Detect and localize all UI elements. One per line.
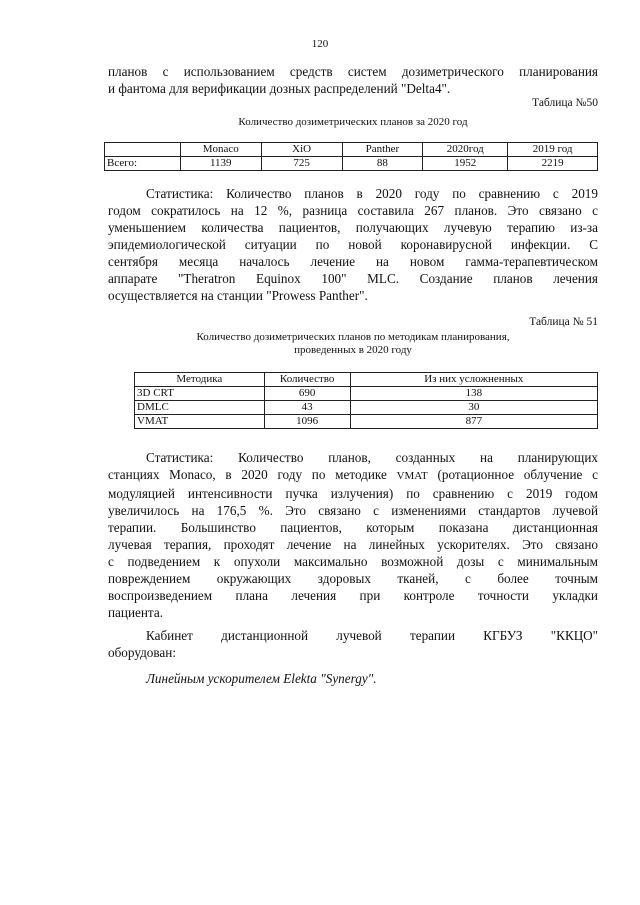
text-line: Статистика: Количество планов в 2020 году по сравнению с 2019 [146,186,598,201]
table50-caption: Таблица №50 [532,97,598,109]
table-header-cell: Panther [342,143,423,157]
table-cell: 43 [264,401,350,415]
vmat-abbr: VMAT [396,470,428,482]
text-line: модуляцией интенсивности пучка излучения) по сравнению с 2019 годом [108,486,598,501]
text-line: Статистика: Количество планов, созданных на планирующих [146,450,598,465]
table50 [104,142,598,171]
table-header-cell: 2020год [423,143,508,157]
table-header-cell: Методика [135,373,265,387]
statistics-paragraph-1 [108,185,598,304]
text-line: пациента. [108,605,164,620]
table-row [135,401,598,415]
table-header-row [135,373,598,387]
text-line: сентября месяца началось лечение на новом гамма-терапевтическом [108,254,598,269]
text-span: (ротационное облучение с [427,467,598,482]
table-header-cell: Количество [264,373,350,387]
table-cell: 30 [350,401,597,415]
table50-title: Количество дозиметрических планов за 2020 год [238,116,468,128]
table-cell: 725 [261,157,342,171]
table-header-cell: XiO [261,143,342,157]
table-header-row [105,143,598,157]
table-cell: 2219 [508,157,598,171]
intro-line: планов с использованием средств систем дозиметрического планирования [108,64,598,79]
table-header-cell [105,143,181,157]
intro-paragraph [108,63,598,97]
page-number: 120 [311,38,329,50]
text-line: увеличилось на 176,5 %. Это связано с изменениями стандартов лучевой [108,503,598,518]
text-line: Кабинет дистанционной лучевой терапии КГБУЗ "ККЦО" [146,628,598,643]
table51-title-line: Количество дозиметрических планов по методикам планирования, [196,331,510,343]
cabinet-paragraph [108,627,598,661]
text-line: терапии. Большинство пациентов, которым показана дистанционная [108,520,598,535]
table-cell: 1139 [180,157,261,171]
table-header-cell: Из них усложненных [350,373,597,387]
table-cell: 3D CRT [135,387,265,401]
text-line [108,466,598,485]
text-line: оборудован: [108,645,177,660]
table-cell: 690 [264,387,350,401]
statistics-paragraph-2 [108,449,598,621]
table51-title-line: проведенных в 2020 году [294,344,412,356]
text-span: станциях Monaco, в 2020 году по методике [108,467,397,482]
text-line: лучевая терапия, проходят лечение на линейных ускорителях. Это связано [108,537,598,552]
table-row [135,387,598,401]
text-line: осуществляется на станции "Prowess Panther". [108,288,368,303]
intro-line: и фантома для верификации дозных распределений "Delta4". [108,81,451,96]
table-cell: Всего: [105,157,181,171]
table51 [134,372,598,429]
equipment-line: Линейным ускорителем Elekta "Synergy". [146,671,377,686]
table-cell: 1952 [423,157,508,171]
text-line: уменьшением количества пациентов, получающих лучевую терапию из-за [108,220,598,235]
text-line: повреждением окружающих здоровых тканей, с более точным [108,571,598,586]
table-row [105,157,598,171]
text-line: годом сократилось на 12 %, разница составила 267 планов. Это связано с [108,203,598,218]
table-cell: VMAT [135,415,265,429]
table-cell: 877 [350,415,597,429]
table-cell: DMLC [135,401,265,415]
text-line: аппарате "Theratron Equinox 100" MLC. Создание планов лечения [108,271,598,286]
table-cell: 88 [342,157,423,171]
table-row [135,415,598,429]
text-line: воспроизведением плана лечения при контроле точности укладки [108,588,598,603]
text-line: с подведением к опухоли максимально возможной дозы с минимальным [108,554,598,569]
table51-caption: Таблица № 51 [529,316,598,328]
table-header-cell: Monaco [180,143,261,157]
table51-title [108,331,598,357]
table-header-cell: 2019 год [508,143,598,157]
table-cell: 1096 [264,415,350,429]
table-cell: 138 [350,387,597,401]
text-line: эпидемиологической ситуации по новой коронавирусной инфекции. С [108,237,598,252]
